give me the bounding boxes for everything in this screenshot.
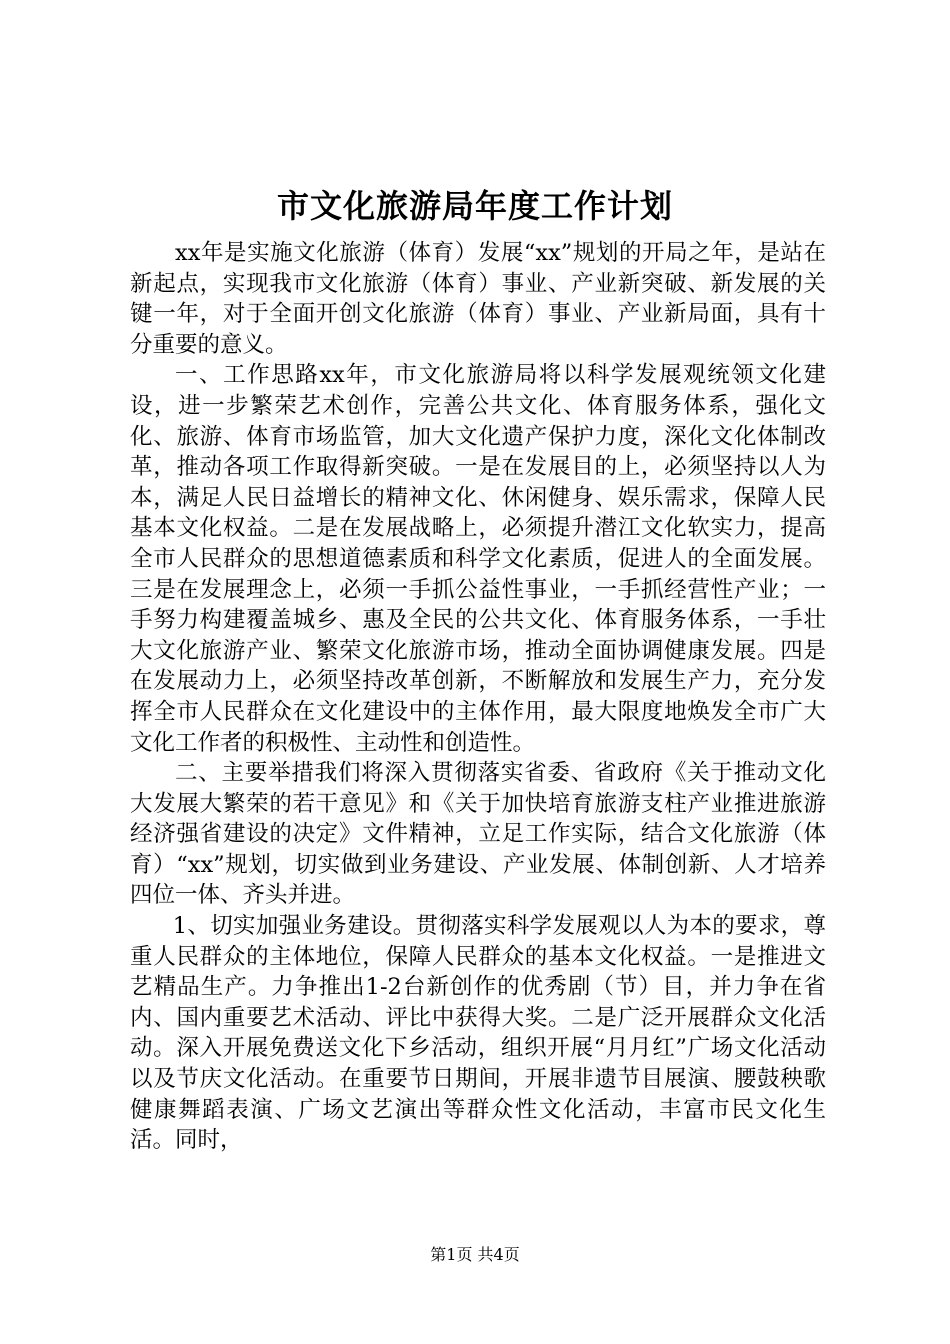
paragraph-work-approach: 一、工作思路xx年，市文化旅游局将以科学发展观统领文化建设，进一步繁荣艺术创作，完善公共文化、体育服务体系，强化文化、旅游、体育市场监管，加大文化遗产保护力度，深化文化体制改革，推动各项工作取得新突破。一是在发展目的上，必须坚持以人为本，满足人民日益增长的精神文化、休闲健身、娱乐需求，保障人民基本文化权益。二是在发展战略上，必须提升潜江文化软实力，提高全市人民群众的思想道德素质和科学文化素质，促进人的全面发展。三是在发展理念上，必须一手抓公益性事业，一手抓经营性产业；一手努力构建覆盖城乡、惠及全民的公共文化、体育服务体系，一手壮大文化旅游产业、繁荣文化旅游市场，推动全面协调健康发展。四是在发展动力上，必须坚持改革创新，不断解放和发展生产力，充分发挥全市人民群众在文化建设中的主体作用，最大限度地焕发全市广大文化工作者的积极性、主动性和创造性。 [130, 362, 826, 756]
paragraph-business-construction: 1、切实加强业务建设。贯彻落实科学发展观以人为本的要求，尊重人民群众的主体地位，保障人民群众的基本文化权益。一是推进文艺精品生产。力争推出1-2台新创作的优秀剧（节）目，并力争在省内、国内重要艺术活动、评比中获得大奖。二是广泛开展群众文化活动。深入开展免费送文化下乡活动，组织开展“月月红”广场文化活动以及节庆文化活动。在重要节日期间，开展非遗节目展演、腰鼓秧歌健康舞蹈表演、广场文艺演出等群众性文化活动，丰富市民文化生活。同时， [130, 913, 826, 1154]
page-title: 市文化旅游局年度工作计划 [276, 187, 673, 225]
paragraph-main-measures: 二、主要举措我们将深入贯彻落实省委、省政府《关于推动文化大发展大繁荣的若干意见》和《关于加快培育旅游支柱产业推进旅游经济强省建设的决定》文件精神，立足工作实际，结合文化旅游（体育）“xx”规划，切实做到业务建设、产业发展、体制创新、人才培养四位一体、齐头并进。 [130, 760, 826, 909]
paragraph-intro: xx年是实施文化旅游（体育）发展“xx”规划的开局之年，是站在新起点，实现我市文化旅游（体育）事业、产业新突破、新发展的关键一年，对于全面开创文化旅游（体育）事业、产业新局面，具有十分重要的意义。 [130, 240, 826, 358]
page-footer: 第1页 共4页 [430, 1245, 520, 1264]
document-body [130, 238, 826, 1156]
